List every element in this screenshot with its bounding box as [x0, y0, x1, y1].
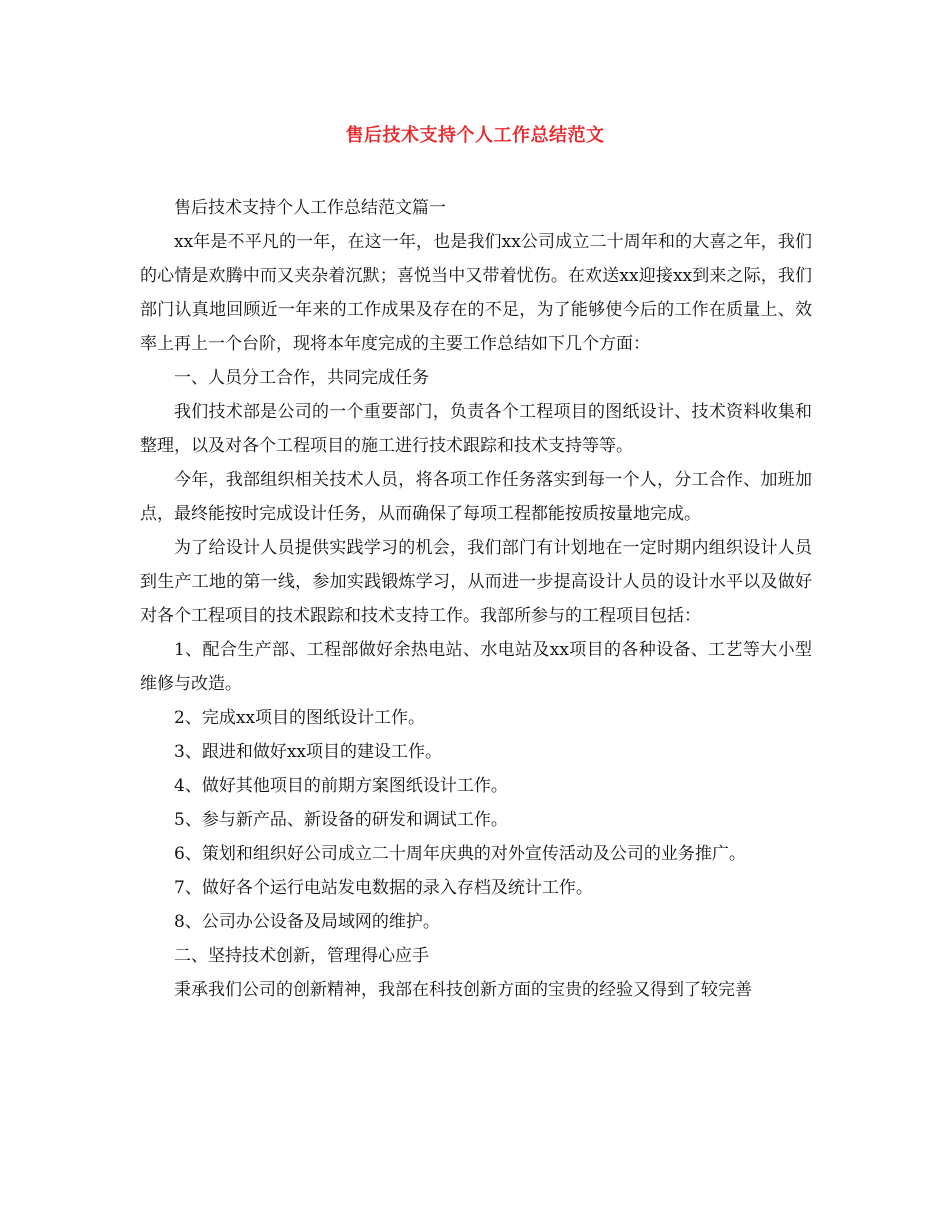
list-item: 5、参与新产品、新设备的研发和调试工作。 [174, 810, 508, 830]
list-item: 7、做好各个运行电站发电数据的录入存档及统计工作。 [174, 878, 593, 898]
paragraph: 我们技术部是公司的一个重要部门，负责各个工程项目的图纸设计、技术资料收集和整理，以及对各个工程项目的施工进行技术跟踪和技术支持等等。 [140, 402, 812, 456]
list-item: 1、配合生产部、工程部做好余热电站、水电站及xx项目的各种设备、工艺等大小型维修与改造。 [140, 640, 812, 694]
paragraph-heading-1: 一、人员分工合作，共同完成任务 [174, 368, 429, 388]
list-item: 2、完成xx项目的图纸设计工作。 [174, 708, 425, 728]
list-item: 3、跟进和做好xx项目的建设工作。 [174, 742, 442, 762]
list-item: 6、策划和组织好公司成立二十周年庆典的对外宣传活动及公司的业务推广。 [174, 844, 746, 864]
paragraph: 秉承我们公司的创新精神，我部在科技创新方面的宝贵的经验又得到了较完善 [174, 980, 752, 1000]
list-item: 8、公司办公设备及局域网的维护。 [174, 912, 440, 932]
document-body [140, 191, 812, 1007]
paragraph: 今年，我部组织相关技术人员，将各项工作任务落实到每一个人，分工合作、加班加点，最终能按时完成设计任务，从而确保了每项工程都能按质按量地完成。 [140, 470, 812, 524]
paragraph: 为了给设计人员提供实践学习的机会，我们部门有计划地在一定时期内组织设计人员到生产工地的第一线，参加实践锻炼学习，从而进一步提高设计人员的设计水平以及做好对各个工程项目的技术跟踪和技术支持工作。我部所参与的工程项目包括： [140, 538, 812, 626]
paragraph-section-heading: 售后技术支持个人工作总结范文篇一 [174, 198, 446, 218]
paragraph-intro: xx年是不平凡的一年，在这一年，也是我们xx公司成立二十周年和的大喜之年，我们的心情是欢腾中而又夹杂着沉默；喜悦当中又带着忧伤。在欢送xx迎接xx到来之际，我们部门认真地回顾近一年来的工作成果及存在的不足，为了能够使今后的工作在质量上、效率上再上一个台阶，现将本年度完成的主要工作总结如下几个方面： [140, 232, 812, 354]
paragraph-heading-2: 二、坚持技术创新，管理得心应手 [174, 946, 429, 966]
list-item: 4、做好其他项目的前期方案图纸设计工作。 [174, 776, 508, 796]
document-title: 售后技术支持个人工作总结范文 [345, 125, 605, 146]
